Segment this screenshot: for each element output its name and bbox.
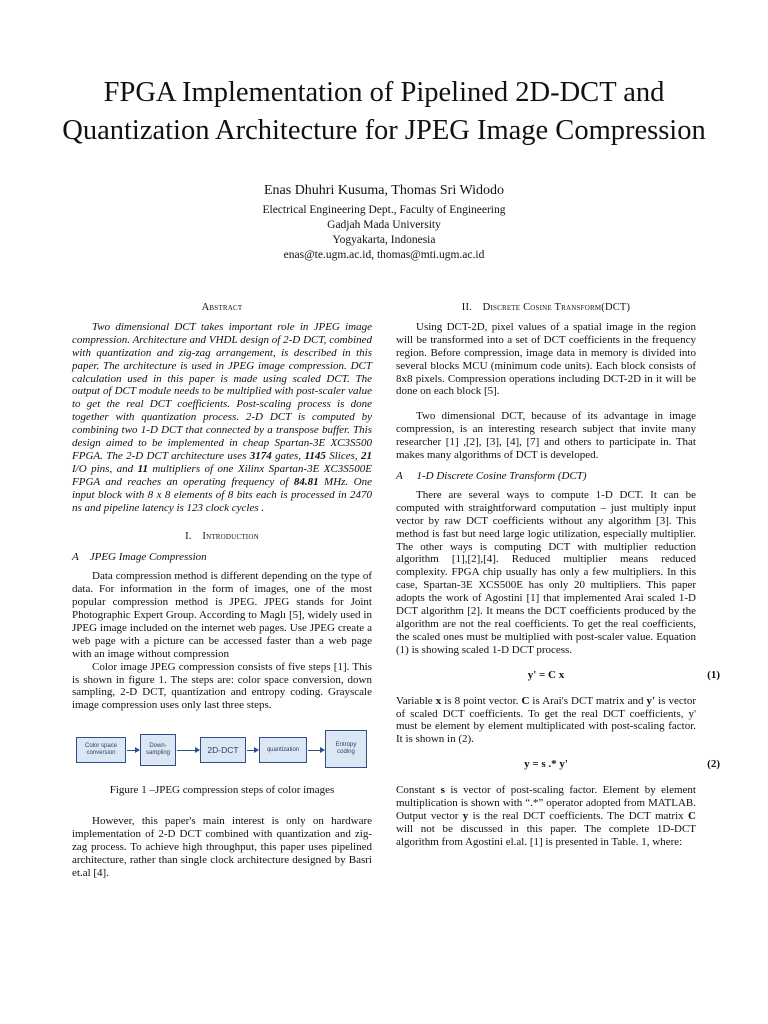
paper-title: FPGA Implementation of Pipelined 2D-DCT and Quantization Architecture for JPEG Image Compression (62, 77, 706, 146)
dct-paragraph-2: Two dimensional DCT, because of its advantage in image compression, is an interesting research subject that invite many researcher [1] ,[2], [3], [4], [7] and others to participate in. That makes many algorithms of DCT is developed. (396, 410, 696, 462)
figure-box-down-sampling: Down-sampling (140, 734, 176, 766)
affiliation-emails: enas@te.ugm.ac.id, thomas@mti.ugm.ac.id (283, 249, 485, 261)
figure-box-color-space: Color space conversion (76, 737, 126, 763)
abstract-text: Two dimensional DCT takes important role in JPEG image compression. Architecture and VHDL design of 2-D DCT, combined with quantization and zig-zag arrangement, is described in this paper. The architecture is used in JPEG image compression. DCT calculation used in this paper is made using scaled DCT. The output of DCT module needs to be multiplied with post-scaler value to get the real DCT coefficients. Post-scaling process is done together with quantization process. 2-D DCT is computed by combining two 1-D DCT that connected by a transpose buffer. This design aimed to be implemented in cheap Spartan-3E XC3S500 FPGA. The 2-D DCT architecture uses 3174 gates, 1145 Slices, 21 I/O pins, and 11 multipliers of one Xilinx Spartan-3E XC3S500E FPGA and reaches an operating frequency of 84.81 MHz. One input block with 8 x 8 elements of 8 bits each is processed in 2470 ns and pipeline latency is 123 clock cycles . (72, 320, 373, 514)
dct-paragraph-5: Constant s is vector of post-scaling factor. Element by element multiplication is shown with “.*” operator adopted from MATLAB. Output vector y is the real DCT coefficients. The DCT matrix C will not be discussed in this paper. The complete 1D-DCT algorithm from Agostini el.al. [1] is presented in Table. 1, where: (396, 784, 696, 848)
dct-paragraph-1: Using DCT-2D, pixel values of a spatial image in the region will be transformed into a set of DCT coefficients in the frequency region. Before compression, image data in memory is divided into several blocks MCU (minimum code units). Each block consists of 8x8 pixels. Compression operations including DCT-2D in it will be done on each block [5]. (396, 320, 696, 398)
intro-paragraph-2: Color image JPEG compression consists of five steps [1]. This is shown in figure 1. The steps are: color space conversion, down sampling, 2-D DCT, quantization and entropy coding. Grayscale image compression uses only last three steps. (72, 660, 372, 712)
figure-box-entropy-coding: Entropy coding (325, 730, 367, 768)
abstract-section (72, 302, 372, 515)
affiliation (0, 203, 768, 263)
authors: Enas Dhuhri Kusuma, Thomas Sri Widodo (263, 183, 505, 198)
intro-paragraph-1: Data compression method is different depending on the type of data. For information in the form of images, one of the most popular compression method is JPEG. JPEG stands for Joint Photographic Expert Group. According to Maglı [5], widely used in JPEG image included on the internet web pages. Use JPEG create a web page with a picture can be accessed faster than a web page with an image without compression (72, 570, 372, 660)
figure-arrow (308, 750, 324, 751)
right-column (396, 302, 720, 849)
equation-1: y' = C x (1) (527, 668, 720, 681)
equation-2-number: (2) (707, 758, 720, 771)
abstract-heading: Abstract (201, 302, 243, 313)
jpeg-steps-figure (72, 724, 372, 774)
figure-arrow (127, 750, 139, 751)
figure-caption: Figure 1 –JPEG compression steps of color images (109, 784, 335, 797)
dct-heading: II. Discrete Cosine Transform(DCT) (461, 302, 631, 313)
dct-subheading: A 1-D Discrete Cosine Transform (DCT) (396, 469, 587, 482)
dct-paragraph-4: Variable x is 8 point vector. C is Arai's DCT matrix and y' is vector of scaled DCT coefficients. To get the real DCT coefficients, y' must be element by element multiplicated with post-scaling factor. It is shown in (2). (396, 694, 696, 746)
intro-paragraph-3: However, this paper's main interest is only on hardware implementation of 2-D DCT combined with quantization and zig-zag process. To achieve high throughput, this paper uses pipelined architecture, rather than single clock architecture designed by Basri et.al [4]. (72, 815, 372, 879)
intro-subheading: A JPEG Image Compression (72, 551, 207, 564)
equation-2: y = s .* y' (2) (524, 758, 720, 771)
affiliation-dept: Electrical Engineering Dept., Faculty of Engineering (262, 204, 506, 216)
figure-arrow (247, 750, 258, 751)
left-column (72, 302, 372, 880)
affiliation-city: Yogyakarta, Indonesia (332, 234, 436, 246)
intro-heading: I. Introduction (185, 530, 259, 542)
dct-paragraph-3: There are several ways to compute 1-D DCT. It can be computed with straightforward computation – just multiply input vector by raw DCT coefficients without any algorithm [3]. This method is fast but need large logic utilization, especially multiplier. The other ways is computing DCT with multiplier reduction algorithm [1],[2],[4]. Reduced multiplier means reduced complexity. FPGA chip usually has only a few multipliers. In this case, Spartan-3E XCS500E has only 20 multipliers. This paper adopts the work of Agostini [1] that implemented Arai scaled 1-D DCT algorithm [2]. It means the DCT coefficients produced by the algorithm are not the real coefficients. To get the real coefficients, the scaled ones must be multiplied with post-scaler value. Equation (1) is showing scaled 1-D DCT process. (396, 488, 696, 656)
figure-box-quantization: quantization (259, 737, 307, 763)
figure-box-2d-dct: 2D-DCT (200, 737, 246, 763)
equation-1-number: (1) (707, 668, 720, 681)
figure-arrow (177, 750, 199, 751)
affiliation-university: Gadjah Mada University (327, 219, 441, 231)
